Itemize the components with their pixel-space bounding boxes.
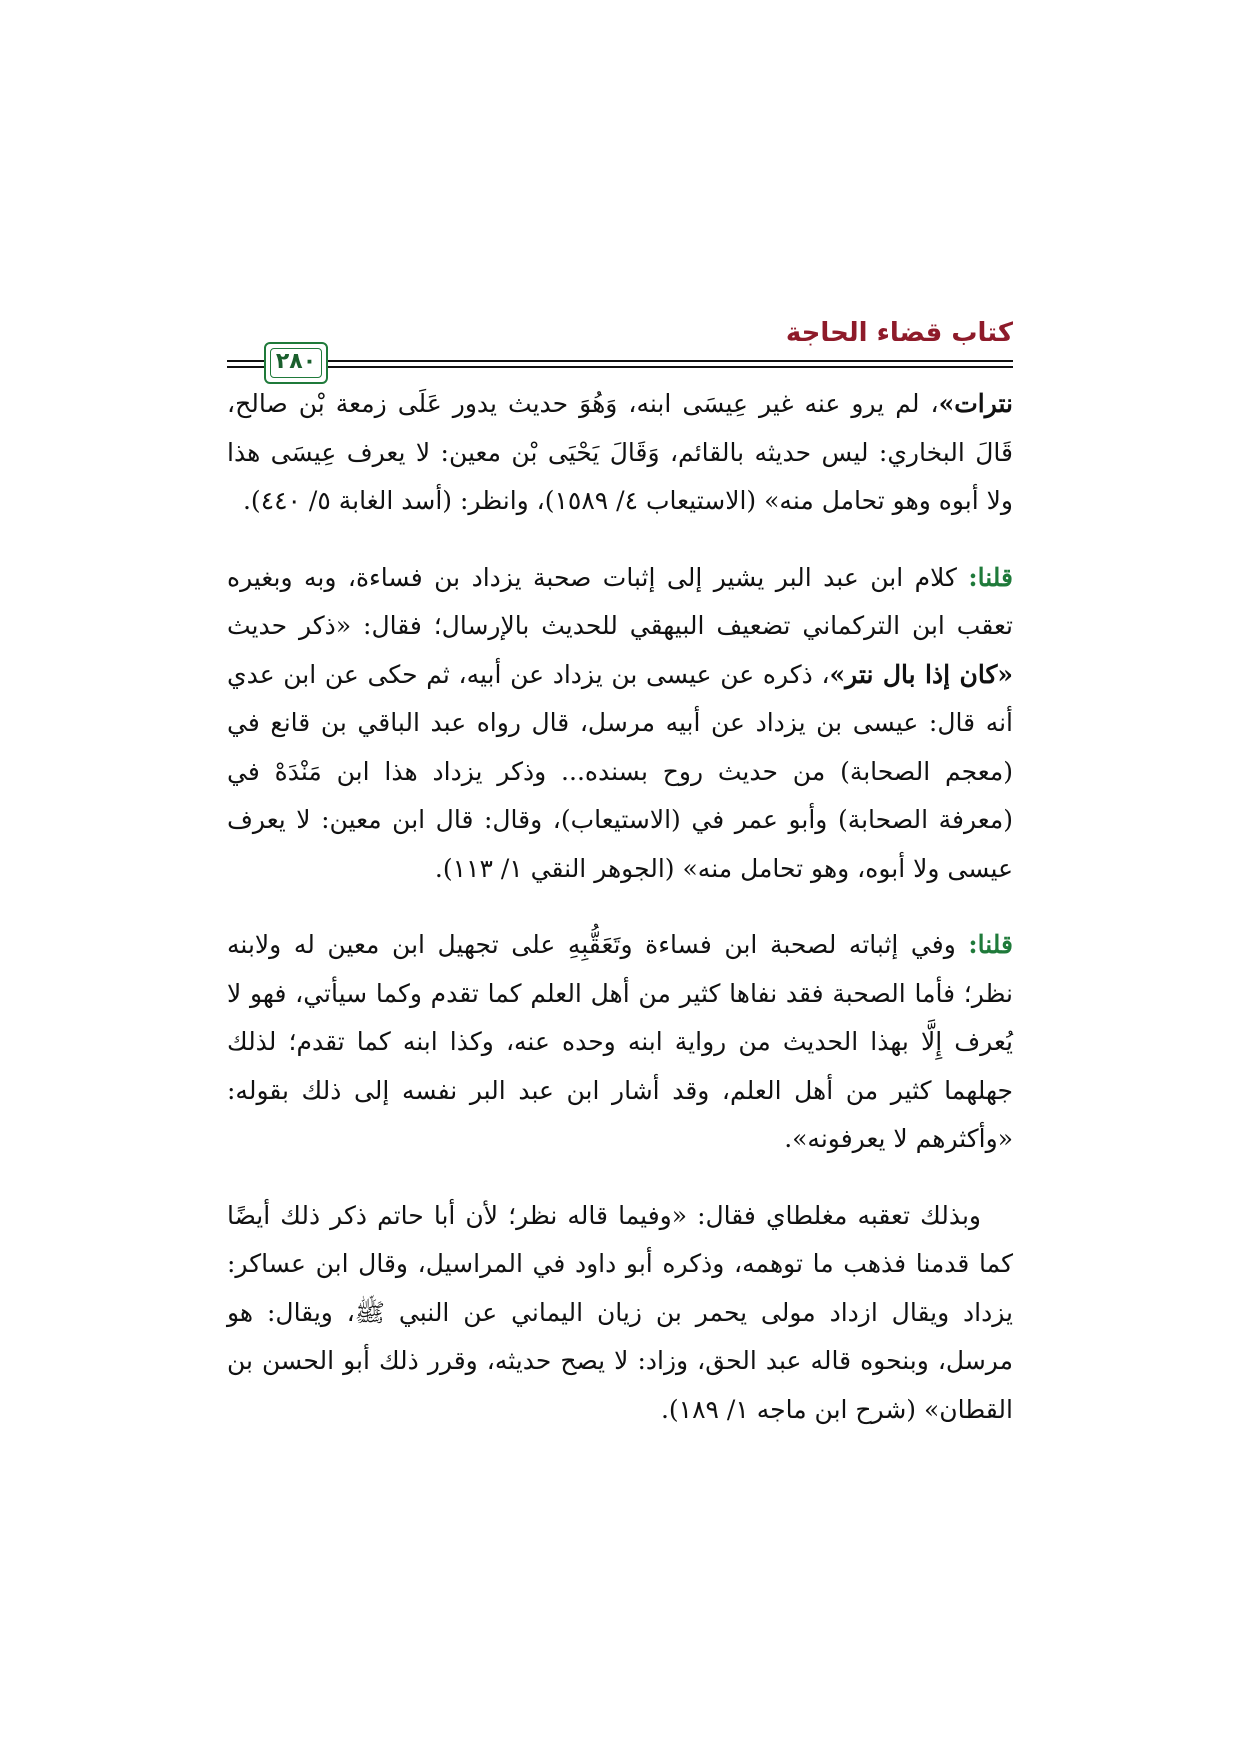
paragraph-4 [227,1192,1013,1435]
paragraph-text: كلام ابن عبد البر يشير إلى إثبات صحبة يزداد بن فساءة، وبه وبغيره تعقب ابن التركماني تضعيف البيهقي للحديث بالإرسال؛ فقال: «ذكر حديث [227,562,1013,640]
book-title: كتاب قضاء الحاجة [785,318,1013,348]
header-rule-top [227,360,1013,362]
paragraph-2 [227,554,1013,894]
page-number-badge [264,342,328,384]
qulna-label: قلنا: [968,930,1013,959]
paragraph-1 [227,380,1013,526]
page-header [227,318,1013,388]
page-number: ٢٨٠ [275,349,317,374]
paragraph-3 [227,921,1013,1164]
hadith-title: «كان إذا بال نتر» [829,659,1013,689]
paragraph-text: وفي إثباته لصحبة ابن فساءة وتَعَقُّبِهِ على تجهيل ابن معين له ولابنه نظر؛ فأما الصحبة فقد نفاها كثير من أهل العلم كما تقدم وكما سيأتي، فهو لا يُعرف إِلَّا بهذا الحديث من رواية ابنه وحده عنه، وكذا ابنه كما تقدم؛ لذلك جهلهما كثير من أهل العلم، وقد أشار ابن عبد البر نفسه إلى ذلك بقوله: «وأكثرهم لا يعرفونه». [227,930,1013,1153]
bold-word: نترات» [938,389,1013,418]
paragraph-text: ، لم يرو عنه غير عِيسَى ابنه، وَهُوَ حديث يدور عَلَى زمعة بْن صالح، قَالَ البخاري: ليس حديثه بالقائم، وَقَالَ يَحْيَى بْن معين: لا يعرف عِيسَى هذا ولا أبوه وهو تحامل منه» (الاستيعاب ٤/ ١٥٨٩)، وانظر: (أسد الغابة ٥/ ٤٤٠). [227,389,1013,515]
paragraph-text: وبذلك تعقبه مغلطاي فقال: «وفيما قاله نظر؛ لأن أبا حاتم ذكر ذلك أيضًا كما قدمنا فذهب ما توهمه، وذكره أبو داود في المراسيل، وقال ابن عساكر: يزداد ويقال ازداد مولى يحمر بن زيان اليماني عن النبي ﷺ، ويقال: هو مرسل، وبنحوه قاله عبد الحق، وزاد: لا يصح حديثه، وقرر ذلك أبو الحسن بن القطان» (شرح ابن ماجه ١/ ١٨٩). [227,1200,1013,1424]
page-body [227,380,1013,1434]
header-rule-bottom [227,366,1013,368]
paragraph-text: ، ذكره عن عيسى بن يزداد عن أبيه، ثم حكى عن ابن عدي أنه قال: عيسى بن يزداد عن أبيه مرسل، قال رواه عبد الباقي بن قانع في (معجم الصحابة) من حديث روح بسنده... وذكر يزداد هذا ابن مَنْدَهْ في (معرفة الصحابة) وأبو عمر في (الاستيعاب)، وقال: قال ابن معين: لا يعرف عيسى ولا أبوه، وهو تحامل منه» (الجوهر النقي ١/ ١١٣). [227,659,1014,883]
qulna-label: قلنا: [968,562,1013,592]
